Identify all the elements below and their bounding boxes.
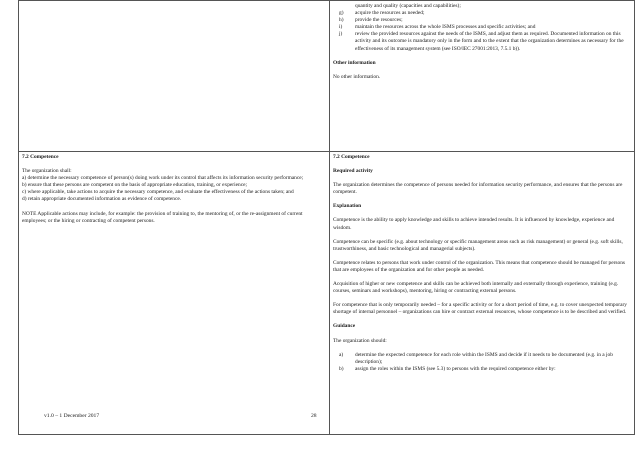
requirement-item: c) where applicable, take actions to acquire the necessary competence, and evaluate the effectiveness of the actions taken; and	[22, 189, 294, 196]
guidance-intro: The organization should:	[333, 337, 387, 344]
list-item: a) determine the expected competence for each role within the ISMS and decide if it needs to be documented (e.g. in a job description);	[339, 351, 613, 365]
table-row	[19, 152, 635, 435]
requirement-item: d) retain appropriate documented information as evidence of competence.	[22, 196, 182, 203]
page-number: 28	[311, 413, 317, 419]
explanation-paragraph: Competence can be specific (e.g. about technology or specific management areas such as risk management) or general (e.g. soft skills, trustworthiness, and basic technological and managerial subjects).	[333, 238, 623, 252]
guidance-list	[333, 352, 631, 373]
explanation-paragraph: For competence that is only temporarily needed – for a specific activity or for a short period of time, e.g. to cover unexpected temporary shortage of internal personnel – organizations can hire or contract external resources, whose competence is to be described and verified.	[333, 302, 627, 316]
explanation-heading: Explanation	[333, 203, 362, 210]
list-item: h) provide the resources;	[339, 17, 403, 24]
explanation-paragraph: Competence is the ability to apply knowledge and skills to achieve intended results. It is influenced by knowledge, experience and wisdom.	[333, 217, 615, 231]
resources-list-continued	[333, 3, 631, 53]
required-activity-text: The organization determines the competence of persons needed for information security performance, and ensures that the persons are competent.	[333, 182, 623, 196]
note-text: NOTE Applicable actions may include, for example: the provision of training to, the mentoring of, or the re-assignment of current employees; or the hiring or contracting of competent persons.	[22, 210, 303, 224]
required-activity-heading: Required activity	[333, 168, 373, 175]
list-item: quantity and quality (capacities and capabilities);	[355, 3, 461, 9]
list-item: g) acquire the resources as needed;	[339, 10, 425, 17]
intro-text: The organization shall:	[22, 168, 72, 175]
section-heading-right: 7.2 Competence	[333, 154, 370, 160]
requirement-item: a) determine the necessary competence of person(s) doing work under its control that affects its information security performance;	[22, 175, 304, 182]
requirement-item: b) ensure that these persons are competent on the basis of appropriate education, training, or experience;	[22, 182, 247, 189]
other-information-text: No other information.	[333, 73, 381, 80]
list-item: j) review the provided resources against the needs of the ISMS, and adjust them as required. Documented information on this activity and its outcome is mandatory only in the form and to the extent that the organization determines as necessary for the effectiveness of its management system (see ISO/IEC 27001:2013, 7.5.1 b)).	[339, 31, 624, 52]
other-information-heading: Other information	[333, 59, 376, 66]
explanation-paragraph: Acquisition of higher or new competence and skills can be achieved both internally and externally through experience, training (e.g. courses, seminars and workshops), mentoring, hiring or contracting external persons.	[333, 281, 619, 295]
top-right-cell	[330, 1, 635, 152]
list-item: b) assign the roles within the ISMS (see 5.3) to persons with the required competence either by:	[339, 365, 556, 372]
guidance-heading: Guidance	[333, 323, 356, 330]
version-label: v1.0 – 1 December 2017	[44, 413, 100, 419]
empty-left-cell	[19, 1, 330, 152]
standard-text-cell	[19, 152, 330, 435]
comparison-table	[18, 0, 635, 435]
explanation-paragraph: Competence relates to persons that work under control of the organization. This means that competence should be managed for persons that are employees of the organization and for other people as needed.	[333, 259, 626, 273]
section-heading-left: 7.2 Competence	[22, 154, 59, 160]
list-item: i) maintain the resources across the whole ISMS processes and specific activities; and	[339, 24, 536, 31]
table-row	[19, 1, 635, 152]
guidance-text-cell	[330, 152, 635, 435]
